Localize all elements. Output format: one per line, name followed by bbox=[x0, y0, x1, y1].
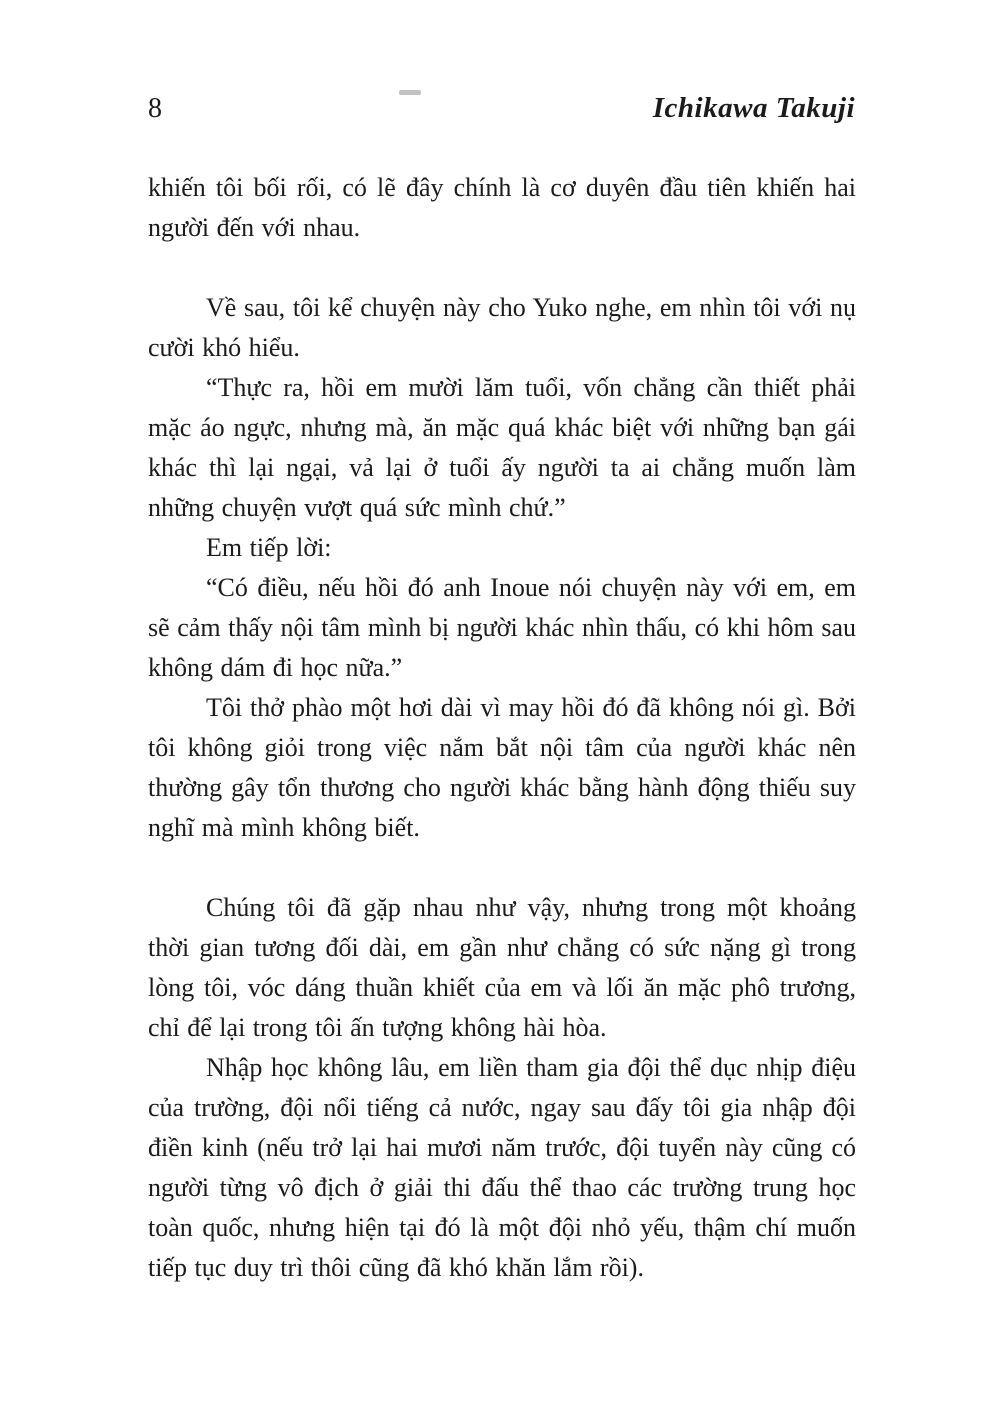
page-header bbox=[148, 94, 855, 123]
paragraph-continuation: khiến tôi bối rối, có lẽ đây chính là cơ duyên đầu tiên khiến hai người đến với nhau. bbox=[148, 173, 856, 242]
paragraph: Tôi thở phào một hơi dài vì may hồi đó đã không nói gì. Bởi tôi không giỏi trong việc nắm bắt nội tâm của người khác nên thường gây tổn thương cho người khác bằng hành động thiếu suy nghĩ mà mình không biết. bbox=[148, 693, 856, 842]
paragraph: Chúng tôi đã gặp nhau như vậy, nhưng trong một khoảng thời gian tương đối dài, em gần như chẳng có sức nặng gì trong lòng tôi, vóc dáng thuần khiết của em và lối ăn mặc phô trương, chỉ để lại trong tôi ấn tượng không hài hòa. bbox=[148, 893, 856, 1042]
paragraph: Em tiếp lời: bbox=[206, 533, 332, 562]
paragraph: Nhập học không lâu, em liền tham gia đội thể dục nhịp điệu của trường, đội nổi tiếng cả nước, ngay sau đấy tôi gia nhập đội điền kinh (nếu trở lại hai mươi năm trước, đội tuyển này cũng có người từng vô địch ở giải thi đấu thể thao các trường trung học toàn quốc, nhưng hiện tại đó là một đội nhỏ yếu, thậm chí muốn tiếp tục duy trì thôi cũng đã khó khăn lắm rồi). bbox=[148, 1053, 856, 1282]
paragraph: Về sau, tôi kể chuyện này cho Yuko nghe, em nhìn tôi với nụ cười khó hiểu. bbox=[148, 293, 856, 362]
page-number: 8 bbox=[148, 93, 163, 124]
running-header-author: Ichikawa Takuji bbox=[652, 92, 855, 124]
paragraph-dialogue: “Có điều, nếu hồi đó anh Inoue nói chuyện này với em, em sẽ cảm thấy nội tâm mình bị người khác nhìn thấu, có khi hôm sau không dám đi học nữa.” bbox=[148, 573, 856, 682]
page-body bbox=[148, 168, 856, 1288]
paragraph-dialogue: “Thực ra, hồi em mười lăm tuổi, vốn chẳng cần thiết phải mặc áo ngực, nhưng mà, ăn mặc quá khác biệt với những bạn gái khác thì lại ngại, vả lại ở tuổi ấy người ta ai chẳng muốn làm những chuyện vượt quá sức mình chứ.” bbox=[148, 373, 856, 522]
